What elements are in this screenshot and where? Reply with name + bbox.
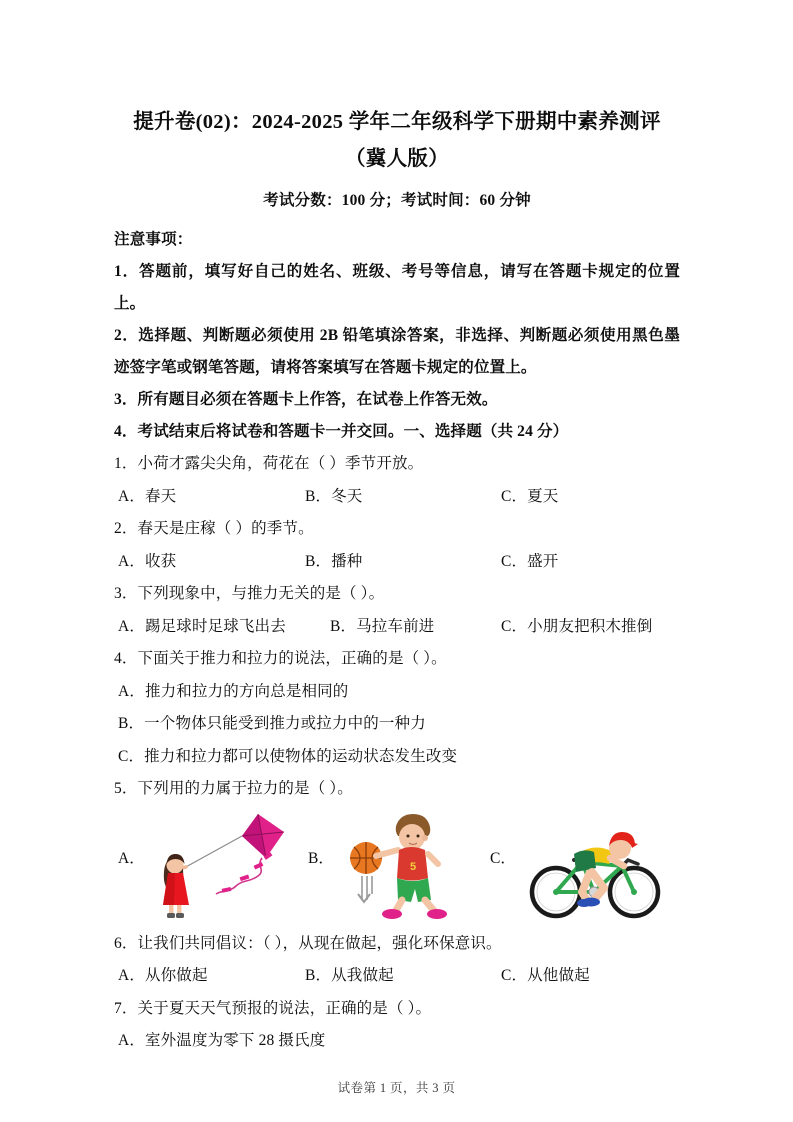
option-4a-label: A． (118, 682, 145, 700)
question-options-4 (114, 676, 680, 774)
option-2b[interactable] (305, 546, 362, 579)
question-stem-4: 4．下面关于推力和拉力的说法，正确的是（ ）。 (114, 650, 447, 667)
page-footer: 试卷第 1 页，共 3 页 (337, 1081, 456, 1095)
question-stem-1: 1．小荷才露尖尖角，荷花在（ ）季节开放。 (114, 455, 424, 472)
question-options-2 (114, 546, 680, 579)
option-2a-label: A． (118, 552, 145, 570)
option-1a-text: 春天 (145, 487, 177, 505)
option-1b-text: 冬天 (331, 487, 363, 505)
title-line-2: （冀人版） (345, 148, 449, 170)
option-3a[interactable] (118, 611, 286, 644)
boy-figure (376, 814, 447, 919)
option-3b[interactable] (330, 611, 434, 644)
option-2a[interactable] (118, 546, 176, 579)
question-stem-6: 6．让我们共同倡议：（ ），从现在做起，强化环保意识。 (114, 934, 502, 952)
option-4b-text: 一个物体只能受到推力或拉力中的一种力 (144, 715, 426, 732)
notice-item-2: 2．选择题、判断题必须使用 2B 铅笔填涂答案，非选择、判断题必须使用黑色墨迹签字笔或钢笔答题，请将答案填写在答题卡规定的位置上。 (114, 327, 680, 376)
question-stem-7: 7．关于夏天天气预报的说法，正确的是（ ）。 (114, 999, 432, 1017)
question-options-1 (114, 481, 680, 514)
boy-dribbling-basketball-illustration (340, 810, 470, 927)
notice-item-1: 1．答题前，填写好自己的姓名、班级、考号等信息，请写在答题卡规定的位置上。 (114, 263, 680, 312)
option-2b-label: B． (305, 552, 332, 570)
option-7a-text: 室外温度为零下 28 摄氏度 (145, 1032, 326, 1049)
exam-meta: 考试分数：100 分；考试时间：60 分钟 (263, 192, 531, 209)
option-4c-text: 推力和拉力都可以使物体的运动状态发生改变 (144, 747, 458, 765)
question-options-7 (114, 1025, 680, 1058)
option-7a-label: A． (118, 1032, 145, 1049)
cyclist-scene-svg (522, 810, 682, 922)
option-2a-text: 收获 (145, 552, 177, 570)
svg-text:5: 5 (410, 860, 417, 873)
option-6b-text: 从我做起 (331, 967, 394, 984)
option-3c[interactable] (501, 611, 652, 644)
girl-flying-kite-illustration (150, 810, 300, 927)
option-4a[interactable] (114, 676, 680, 709)
question-stem-5: 5．下列用的力属于拉力的是（ ）。 (114, 780, 353, 797)
option-6c-text: 从他做起 (527, 967, 590, 984)
cyclist-riding-bicycle-illustration (522, 810, 682, 927)
option-6b[interactable] (305, 960, 394, 993)
notice-item-3: 3．所有题目必须在答题卡上作答，在试卷上作答无效。 (114, 391, 498, 408)
option-2c-label: C． (501, 552, 528, 570)
option-3b-text: 马拉车前进 (356, 617, 435, 635)
option-2b-text: 播种 (331, 552, 363, 570)
option-3a-text: 踢足球时足球飞出去 (145, 617, 286, 635)
option-1c-text: 夏天 (527, 487, 559, 505)
option-3a-label: A． (118, 617, 145, 635)
option-3b-label: B． (330, 617, 357, 635)
option-5b-label: B． (308, 849, 334, 867)
option-4a-text: 推力和拉力的方向总是相同的 (145, 682, 349, 700)
option-6a-text: 从你做起 (145, 967, 208, 984)
question-options-3 (114, 611, 680, 644)
page-title (114, 104, 680, 178)
option-6c[interactable] (501, 960, 590, 993)
option-4c-label: C． (118, 747, 145, 765)
option-5a-label: A． (118, 849, 145, 867)
question-stem-2: 2．春天是庄稼（ ）的季节。 (114, 520, 314, 537)
notice-heading: 注意事项： (114, 231, 193, 248)
notice-item-4: 4．考试结束后将试卷和答题卡一并交回。一、选择题（共 24 分） (114, 423, 569, 440)
option-2c-text: 盛开 (527, 552, 559, 570)
option-6a[interactable] (118, 960, 208, 993)
option-5c-label: C． (490, 849, 516, 867)
kite-icon (216, 814, 284, 894)
option-4b[interactable] (114, 708, 680, 741)
option-4c[interactable] (114, 741, 680, 774)
question-stem-3: 3．下列现象中，与推力无关的是（ ）。 (114, 585, 385, 602)
option-1b-label: B． (305, 487, 332, 505)
option-1c[interactable] (501, 481, 558, 514)
option-2c[interactable] (501, 546, 558, 579)
option-7a[interactable] (114, 1025, 680, 1058)
option-1a[interactable] (118, 481, 176, 514)
question-options-6 (114, 960, 680, 993)
girl-figure (163, 854, 189, 918)
option-6c-label: C． (501, 967, 528, 984)
option-1c-label: C． (501, 487, 528, 505)
page-content (114, 104, 680, 1058)
question-options-5 (114, 810, 680, 926)
option-1b[interactable] (305, 481, 362, 514)
option-6a-label: A． (118, 967, 145, 984)
option-6b-label: B． (305, 967, 332, 984)
option-3c-text: 小朋友把积木推倒 (527, 617, 653, 635)
option-3c-label: C． (501, 617, 528, 635)
option-4b-label: B． (118, 715, 145, 732)
downward-arrow-icon (358, 876, 372, 902)
title-line-1: 提升卷(02)：2024-2025 学年二年级科学下册期中素养测评 (133, 111, 661, 133)
basketball-scene-svg (340, 810, 470, 922)
option-1a-label: A． (118, 487, 145, 505)
kite-scene-svg (150, 810, 300, 922)
